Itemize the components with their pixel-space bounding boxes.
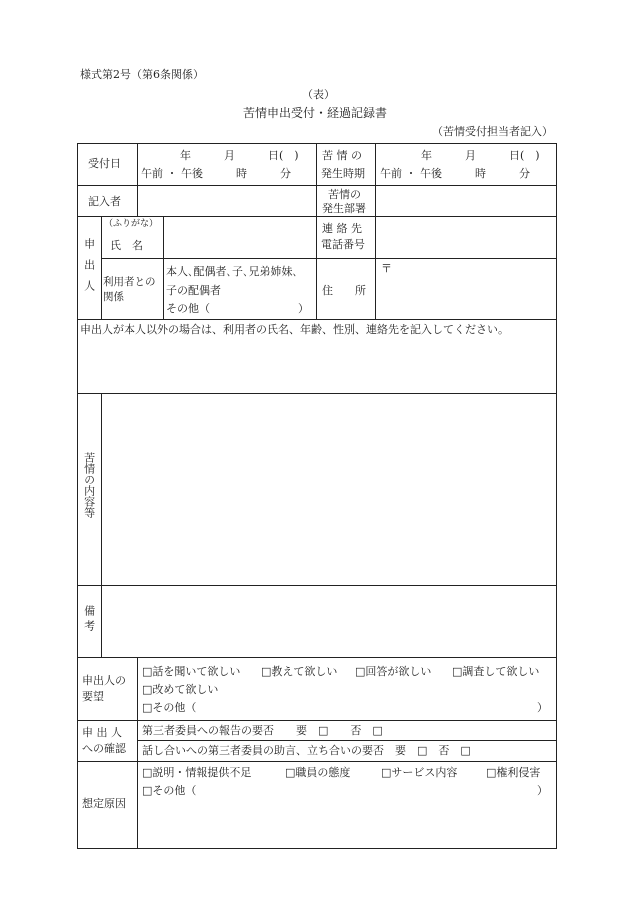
busho-label-1: 苦情の [328, 188, 361, 201]
request-option-listen[interactable]: □話を聞いて欲しい [142, 665, 241, 678]
form-number: 様式第2号（第6条関係） [80, 68, 204, 81]
request-option-answer[interactable]: □回答が欲しい [355, 665, 432, 678]
remarks-label [82, 605, 96, 635]
kinyusha-label: 記入者 [88, 195, 121, 208]
busho-label-2: 発生部署 [322, 202, 366, 215]
confirm-label-1: 申 出 人 [82, 726, 122, 739]
uketsuke-label: 受付日 [88, 157, 121, 170]
relation-option-2: 子の配偶者 [166, 284, 221, 297]
busho-field[interactable] [378, 188, 553, 214]
form-side: （表） [302, 88, 335, 101]
cause-option-rights[interactable]: □権利侵害 [486, 766, 541, 779]
request-option-investigate[interactable]: □調査して欲しい [452, 665, 540, 678]
relation-option-3: その他（ ） [166, 302, 309, 315]
complaint-label [82, 452, 96, 518]
relation-option-1: 本人､配偶者､子､兄弟姉妹､ [166, 265, 298, 278]
request-option-teach[interactable]: □教えて欲しい [261, 665, 338, 678]
hassei-time-line: 午前 ・ 午後 時 分 [380, 167, 530, 180]
kinyusha-field[interactable] [140, 188, 312, 214]
request-option-improve[interactable]: □改めて欲しい [142, 683, 219, 696]
contact-label-2: 電話番号 [321, 238, 365, 251]
form-note: （苦情受付担当者記入） [432, 125, 553, 138]
remarks-field[interactable] [104, 588, 554, 654]
cause-option-service[interactable]: □サービス内容 [381, 766, 458, 779]
contact-field[interactable] [378, 219, 553, 255]
relation-label-2: 関係 [103, 291, 124, 303]
request-label-2: 要望 [82, 690, 104, 703]
postal-mark: 〒 [381, 262, 392, 275]
furigana-label: （ふりがな） [104, 219, 159, 229]
note-text: 申出人が本人以外の場合は、利用者の氏名、年齢、性別、連絡先を記入してください。 [80, 323, 509, 336]
remarks-label-text: 備考 [82, 605, 96, 635]
relation-label-1: 利用者との [103, 276, 156, 288]
hassei-date-line: 年 月 日( ) [421, 149, 540, 162]
address-field[interactable] [395, 261, 553, 317]
hassei-label-2: 発生時期 [321, 167, 365, 180]
request-option-other-close: ） [537, 701, 548, 714]
contact-label-1: 連 絡 先 [322, 222, 362, 235]
request-option-other[interactable]: □その他（ [142, 701, 197, 714]
cause-label: 想定原因 [82, 797, 126, 810]
applicant-side-label [82, 238, 96, 301]
applicant-side-text: 申出人 [82, 238, 96, 301]
confirm-question-meeting[interactable]: 話し合いへの第三者委員の助言、立ち合いの要否 要 □ 否 □ [142, 744, 471, 757]
cause-option-info[interactable]: □説明・情報提供不足 [142, 766, 252, 779]
uketsuke-date-line: 年 月 日( ) [180, 149, 299, 162]
cause-option-other-close: ） [537, 784, 548, 797]
cause-option-attitude[interactable]: □職員の態度 [285, 766, 351, 779]
note-field[interactable] [80, 340, 554, 390]
confirm-label-2: への確認 [82, 742, 126, 755]
address-label: 住 所 [322, 284, 366, 297]
uketsuke-time-line: 午前 ・ 午後 時 分 [141, 167, 291, 180]
name-label: 氏 名 [110, 239, 143, 252]
complaint-label-text: 苦情の内容等 [82, 452, 96, 518]
cause-option-other[interactable]: □その他（ [142, 784, 197, 797]
request-label-1: 申出人の [82, 674, 126, 687]
name-field[interactable] [166, 219, 312, 255]
confirm-question-report[interactable]: 第三者委員への報告の要否 要 □ 否 □ [142, 724, 383, 737]
complaint-field[interactable] [104, 396, 554, 582]
hassei-label-1: 苦 情 の [322, 149, 362, 162]
page-title: 苦情申出受付・経過記録書 [243, 106, 388, 120]
